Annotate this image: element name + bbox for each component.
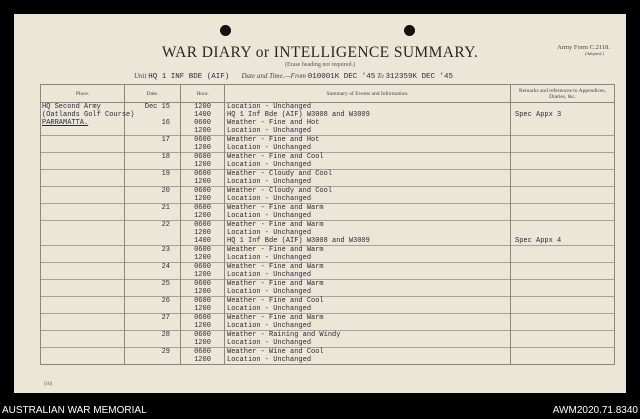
cell-summary: Weather - Fine and Warm [225, 280, 511, 289]
table-row [41, 187, 615, 196]
cell-place [41, 212, 125, 221]
cell-hour: 0600 [181, 170, 225, 179]
table-row [41, 221, 615, 230]
cell-hour: 0600 [181, 348, 225, 357]
cell-place [41, 348, 125, 357]
cell-place [41, 136, 125, 145]
cell-place [41, 280, 125, 289]
cell-date: 24 [125, 263, 181, 272]
table-row [41, 331, 615, 340]
army-form-sub: (Adapted.) [584, 51, 604, 56]
datetime-label: Date and Time.—From [241, 72, 306, 80]
cell-hour: 0600 [181, 204, 225, 213]
col-header-place: Place. [41, 85, 125, 103]
cell-place [41, 153, 125, 162]
table-row [41, 127, 615, 136]
cell-hour: 0600 [181, 263, 225, 272]
cell-date: 22 [125, 221, 181, 230]
cell-date [125, 322, 181, 331]
cell-summary: Location - Unchanged [225, 161, 511, 170]
cell-date [125, 229, 181, 237]
cell-date: 19 [125, 170, 181, 179]
cell-summary: Location - Unchanged [225, 288, 511, 297]
cell-summary: Weather - Fine and Hot [225, 136, 511, 145]
cell-hour: 1200 [181, 229, 225, 237]
table-row [41, 119, 615, 127]
table-row [41, 153, 615, 162]
col-header-hour: Hour. [181, 85, 225, 103]
cell-hour: 0600 [181, 221, 225, 230]
col-header-summary: Summary of Events and Information. [225, 85, 511, 103]
cell-summary: Weather - Fine and Cool [225, 297, 511, 306]
table-row [41, 204, 615, 213]
cell-place [41, 271, 125, 280]
table-row [41, 339, 615, 348]
cell-hour: 1200 [181, 195, 225, 204]
cell-date: 17 [125, 136, 181, 145]
cell-hour: 1200 [181, 127, 225, 136]
cell-date: 18 [125, 153, 181, 162]
cell-summary: HQ 1 Inf Bde (AIF) W3008 and W3009 [225, 111, 511, 119]
cell-remarks [511, 221, 615, 230]
cell-date [125, 195, 181, 204]
cell-remarks [511, 170, 615, 179]
cell-place [41, 204, 125, 213]
table-row [41, 322, 615, 331]
cell-place: (Oatlands Golf Course) [42, 111, 135, 119]
cell-remarks [511, 229, 615, 237]
cell-hour: 1200 [181, 178, 225, 187]
unit-line [134, 72, 453, 81]
table-row [41, 356, 615, 365]
cell-summary: Location - Unchanged [225, 195, 511, 204]
cell-remarks [511, 288, 615, 297]
cell-summary: Weather - Fine and Warm [225, 221, 511, 230]
cell-remarks [511, 297, 615, 306]
cell-place [41, 263, 125, 272]
cell-hour: 1200 [181, 339, 225, 348]
cell-remarks [511, 348, 615, 357]
table-body [41, 103, 615, 365]
cell-remarks [511, 195, 615, 204]
cell-place [41, 305, 125, 314]
cell-summary: Location - Unchanged [225, 103, 511, 112]
cell-date [125, 144, 181, 153]
cell-remarks [511, 314, 615, 323]
cell-remarks [511, 246, 615, 255]
cell-hour: 1400 [181, 111, 225, 119]
cell-date [125, 271, 181, 280]
cell-place [41, 246, 125, 255]
to-label: To [376, 72, 384, 80]
cell-summary: Weather - Fine and Warm [225, 246, 511, 255]
caption-left: AUSTRALIAN WAR MEMORIAL [2, 405, 147, 416]
table-row [41, 161, 615, 170]
cell-summary: Location - Unchanged [225, 271, 511, 280]
cell-remarks [511, 136, 615, 145]
cell-date: 16 [125, 119, 181, 127]
cell-date [125, 212, 181, 221]
cell-place [41, 195, 125, 204]
cell-remarks [511, 178, 615, 187]
cell-summary: Location - Unchanged [225, 178, 511, 187]
cell-place: PARRAMATTA. [41, 119, 125, 127]
cell-summary: Weather - Fine and Warm [225, 204, 511, 213]
table-row [41, 136, 615, 145]
to-value: 312359K DEC '45 [385, 73, 454, 81]
cell-remarks [511, 280, 615, 289]
cell-place [41, 254, 125, 263]
cell-remarks [511, 271, 615, 280]
cell-date: 21 [125, 204, 181, 213]
cell-remarks [511, 187, 615, 196]
table-row [41, 348, 615, 357]
cell-place [41, 144, 125, 153]
cell-date [125, 237, 181, 246]
table-row [41, 103, 615, 112]
cell-remarks [511, 204, 615, 213]
cell-date: 20 [125, 187, 181, 196]
cell-summary: Location - Unchanged [225, 356, 511, 365]
cell-summary: Location - Unchanged [225, 339, 511, 348]
cell-hour: 0600 [181, 246, 225, 255]
table-row [41, 297, 615, 306]
cell-hour: 1200 [181, 271, 225, 280]
table-row [41, 254, 615, 263]
cell-date: 28 [125, 331, 181, 340]
cell-summary: Weather - Cloudy and Cool [225, 187, 511, 196]
cell-date [125, 339, 181, 348]
cell-hour: 1200 [181, 212, 225, 221]
cell-hour: 1200 [181, 103, 225, 112]
cell-summary: Weather - Fine and Hot [225, 119, 511, 127]
cell-hour: 0600 [181, 136, 225, 145]
cell-remarks: Spec Appx 4 [511, 237, 615, 246]
cell-summary: Location - Unchanged [225, 322, 511, 331]
cell-date: 27 [125, 314, 181, 323]
table-header-row [41, 85, 615, 103]
cell-summary: HQ 1 Inf Bde (AIF) W3008 and W3009 [225, 237, 511, 246]
erase-note: (Erase heading not required.) [285, 62, 355, 68]
cell-hour: 1200 [181, 254, 225, 263]
cell-date [125, 356, 181, 365]
table-row [41, 170, 615, 179]
army-form-number: Army Form C.2118. [557, 44, 610, 51]
punch-hole-left [220, 25, 231, 36]
cell-place [41, 127, 125, 136]
cell-summary: Weather - Cloudy and Cool [225, 170, 511, 179]
cell-place [41, 170, 125, 179]
cell-place [41, 178, 125, 187]
cell-remarks [511, 153, 615, 162]
cell-hour: 0600 [181, 297, 225, 306]
cell-place [41, 314, 125, 323]
cell-place [41, 297, 125, 306]
cell-hour: 0600 [181, 187, 225, 196]
cell-remarks [511, 144, 615, 153]
cell-hour: 1200 [181, 161, 225, 170]
cell-remarks [511, 212, 615, 221]
army-form-label [557, 44, 610, 56]
cell-summary: Location - Unchanged [225, 144, 511, 153]
cell-summary: Weather - Fine and Warm [225, 314, 511, 323]
table-row [41, 229, 615, 237]
cell-remarks [511, 103, 615, 112]
cell-hour: 0600 [181, 280, 225, 289]
cell-date: Dec 15 [125, 103, 181, 112]
cell-place [41, 221, 125, 230]
caption-right: AWM2020.71.8340 [552, 405, 638, 416]
cell-remarks [511, 254, 615, 263]
cell-summary: Location - Unchanged [225, 254, 511, 263]
cell-summary: Weather - Raining and Windy [225, 331, 511, 340]
table-row [41, 314, 615, 323]
cell-remarks [511, 263, 615, 272]
table-row [41, 271, 615, 280]
cell-place [41, 339, 125, 348]
cell-summary: Weather - Fine and Cool [225, 153, 511, 162]
cell-date [125, 288, 181, 297]
unit-value: HQ 1 INF BDE (AIF) [148, 73, 230, 81]
cell-hour: 0600 [181, 153, 225, 162]
cell-place [41, 161, 125, 170]
cell-hour: 1200 [181, 288, 225, 297]
cell-remarks [511, 339, 615, 348]
cell-remarks [511, 305, 615, 314]
cell-remarks [511, 331, 615, 340]
cell-date [125, 161, 181, 170]
table-row [41, 305, 615, 314]
cell-remarks [511, 356, 615, 365]
cell-hour: 1200 [181, 356, 225, 365]
table-row [41, 178, 615, 187]
table-row [41, 237, 615, 246]
table-row [41, 111, 615, 119]
cell-summary: Location - Unchanged [225, 305, 511, 314]
cell-place [41, 288, 125, 297]
cell-hour: 1200 [181, 144, 225, 153]
cell-place: HQ Second Army [41, 103, 125, 112]
cell-place [41, 187, 125, 196]
cell-summary: Location - Unchanged [225, 127, 511, 136]
cell-hour: 1200 [181, 305, 225, 314]
cell-summary: Location - Unchanged [225, 212, 511, 221]
table-row [41, 288, 615, 297]
form-code: (10) [44, 382, 53, 387]
cell-summary: Location - Unchanged [225, 229, 511, 237]
table-row [41, 144, 615, 153]
cell-place [41, 229, 125, 237]
cell-date: 23 [125, 246, 181, 255]
col-header-remarks: Remarks and references to Appendices, Diaries, &c. [511, 85, 615, 103]
table-row [41, 246, 615, 255]
cell-date: 29 [125, 348, 181, 357]
punch-hole-right [404, 25, 415, 36]
from-value: 010001K DEC '45 [307, 73, 376, 81]
table-row [41, 263, 615, 272]
cell-date [125, 178, 181, 187]
cell-date [125, 254, 181, 263]
unit-label: Unit [134, 72, 147, 80]
cell-place [41, 237, 125, 246]
cell-remarks [511, 161, 615, 170]
table-row [41, 280, 615, 289]
cell-hour: 0600 [181, 314, 225, 323]
cell-date [125, 127, 181, 136]
cell-remarks [511, 119, 615, 127]
col-header-date: Date. [125, 85, 181, 103]
cell-hour: 1400 [181, 237, 225, 246]
cell-summary: Weather - Fine and Warm [225, 263, 511, 272]
cell-place [41, 356, 125, 365]
diary-table [40, 84, 615, 365]
cell-hour: 0600 [181, 331, 225, 340]
table-row [41, 195, 615, 204]
cell-remarks [511, 322, 615, 331]
cell-remarks: Spec Appx 3 [511, 111, 615, 119]
cell-hour: 0600 [181, 119, 225, 127]
diary-page [14, 14, 626, 393]
cell-date [125, 305, 181, 314]
cell-place [41, 331, 125, 340]
page-title: WAR DIARY or INTELLIGENCE SUMMARY. [161, 44, 479, 61]
cell-hour: 1200 [181, 322, 225, 331]
cell-place [41, 322, 125, 331]
cell-date: 26 [125, 297, 181, 306]
cell-remarks [511, 127, 615, 136]
table-row [41, 212, 615, 221]
cell-summary: Weather - Wine and Cool [225, 348, 511, 357]
cell-date: 25 [125, 280, 181, 289]
